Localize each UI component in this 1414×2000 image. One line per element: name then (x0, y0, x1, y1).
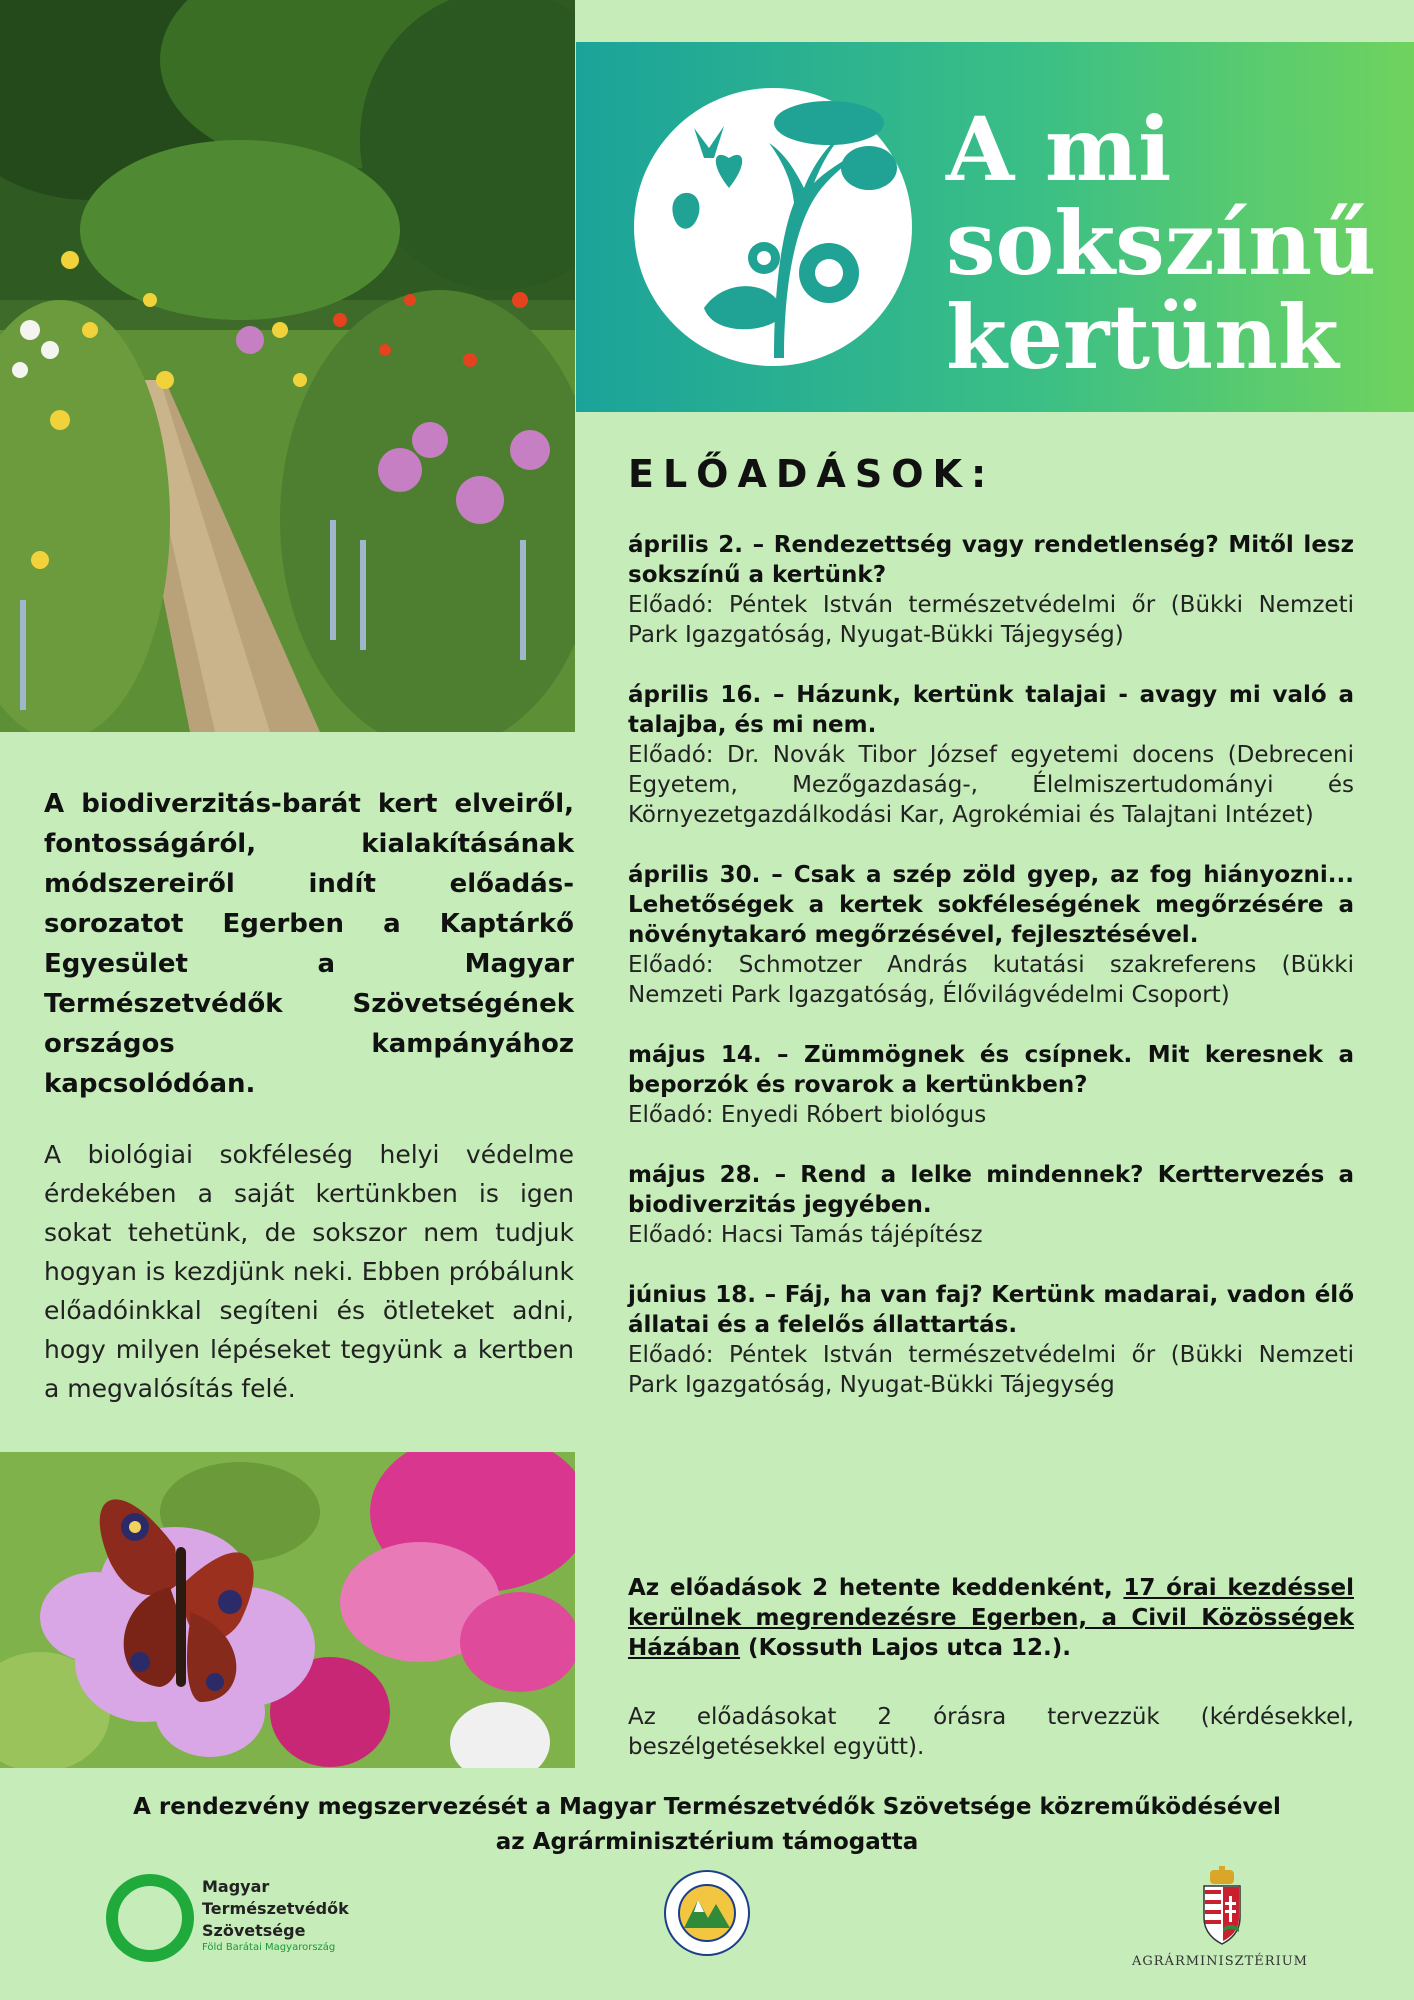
mtvsz-logo (106, 1872, 406, 1962)
lecture-item (628, 530, 1354, 650)
lecture-speaker: Előadó: Péntek István természetvédelmi őr (Bükki Nemzeti Park Igazgatóság, Nyugat-Bükki Tájegység) (628, 592, 1354, 648)
garden-emblem-icon (634, 88, 912, 366)
title-line-3: kertünk (946, 285, 1339, 389)
lecture-speaker: Előadó: Enyedi Róbert biológus (628, 1102, 987, 1128)
intro-paragraph: A biológiai sokféleség helyi védelme érdekében a saját kertünkben is igen sokat tehetünk, de sokszor nem tudjuk hogyan is kezdjünk neki. Ebben próbálunk előadóinkkal segíteni és ötleteket adni, hogy milyen lépéseket tegyünk a kertben a megvalósítás felé. (44, 1140, 574, 1403)
mtvsz-name-line-3: Szövetsége (202, 1921, 306, 1940)
kaptarko-emblem-icon (664, 1870, 750, 1956)
mtvsz-ring-icon (106, 1874, 194, 1962)
header-banner (576, 42, 1414, 412)
lecture-title: június 18. – Fáj, ha van faj? Kertünk madarai, vadon élő állatai és a felelős állattartás. (628, 1282, 1354, 1338)
lecture-title: április 16. – Házunk, kertünk talajai - avagy mi való a talajba, és mi nem. (628, 682, 1354, 738)
kaptarko-logo (664, 1870, 750, 1956)
mtvsz-subtitle: Föld Barátai Magyarország (202, 1942, 336, 1953)
mtvsz-name-line-1: Magyar (202, 1877, 270, 1896)
lecture-item (628, 1040, 1354, 1130)
schedule-address: (Kossuth Lajos utca 12.). (740, 1635, 1071, 1661)
duration-note: Az előadásokat 2 órásra tervezzük (kérdésekkel, beszélgetésekkel együtt). (628, 1704, 1354, 1760)
lecture-title: május 28. – Rend a lelke mindennek? Kerttervezés a biodiverzitás jegyében. (628, 1162, 1354, 1218)
agrar-label: AGRÁRMINISZTÉRIUM (1132, 1954, 1308, 1969)
lecture-item (628, 1280, 1354, 1400)
butterfly-photo (0, 1452, 575, 1768)
schedule-part-1: Az előadások 2 hetente keddenként, (628, 1575, 1124, 1601)
lecture-speaker: Előadó: Péntek István természetvédelmi őr (Bükki Nemzeti Park Igazgatóság, Nyugat-Bükki Tájegység (628, 1342, 1354, 1398)
page-title (946, 97, 1406, 389)
lecture-speaker: Előadó: Schmotzer András kutatási szakreferens (Bükki Nemzeti Park Igazgatóság, Élővilágvédelmi Csoport) (628, 952, 1354, 1008)
lecture-speaker: Előadó: Hacsi Tamás tájépítész (628, 1222, 983, 1248)
hungarian-coat-of-arms-icon (1192, 1866, 1252, 1950)
sponsor-line-1: A rendezvény megszervezését a Magyar Természetvédők Szövetsége közreműködésével (133, 1794, 1281, 1820)
mtvsz-name-line-2: Természetvédők (202, 1899, 349, 1918)
lecture-item (628, 860, 1354, 1010)
schedule-note (628, 1573, 1354, 1663)
schedule-venue: 17 órai kezdéssel kerülnek megrendezésre Egerben, a Civil Közösségek Házában (628, 1575, 1354, 1661)
lecture-item (628, 680, 1354, 830)
intro-lead: A biodiverzitás-barát kert elveiről, fontosságáról, kialakításának módszereiről indít előadás-sorozatot Egerben a Kaptárkő Egyesület a Magyar Természetvédők Szövetségének országos kampányához kapcsolódóan. (44, 789, 574, 1099)
mtvsz-name (202, 1876, 349, 1942)
lecture-item (628, 1160, 1354, 1250)
sponsor-line-2: az Agrárminisztérium támogatta (495, 1829, 919, 1855)
lectures-heading: ELŐADÁSOK: (628, 452, 996, 496)
lecture-list (628, 530, 1354, 1430)
title-line-1: A mi (946, 97, 1172, 201)
sponsor-note (0, 1790, 1414, 1860)
lecture-title: április 30. – Csak a szép zöld gyep, az fog hiányozni... Lehetőségek a kertek sokféleségének megőrzésére a növénytakaró megőrzésével, fejlesztésével. (628, 862, 1354, 948)
agrarminiszterium-logo (1120, 1866, 1320, 1976)
lecture-speaker: Előadó: Dr. Novák Tibor József egyetemi docens (Debreceni Egyetem, Mezőgazdaság-, Élelmiszertudományi és Környezetgazdálkodási Kar, Agrokémiai és Talajtani Intézet) (628, 742, 1354, 828)
lecture-title: április 2. – Rendezettség vagy rendetlenség? Mitől lesz sokszínű a kertünk? (628, 532, 1354, 588)
lecture-title: május 14. – Zümmögnek és csípnek. Mit keresnek a beporzók és rovarok a kertünkben? (628, 1042, 1354, 1098)
title-line-2: sokszínű (946, 191, 1377, 295)
garden-path-photo (0, 0, 575, 732)
